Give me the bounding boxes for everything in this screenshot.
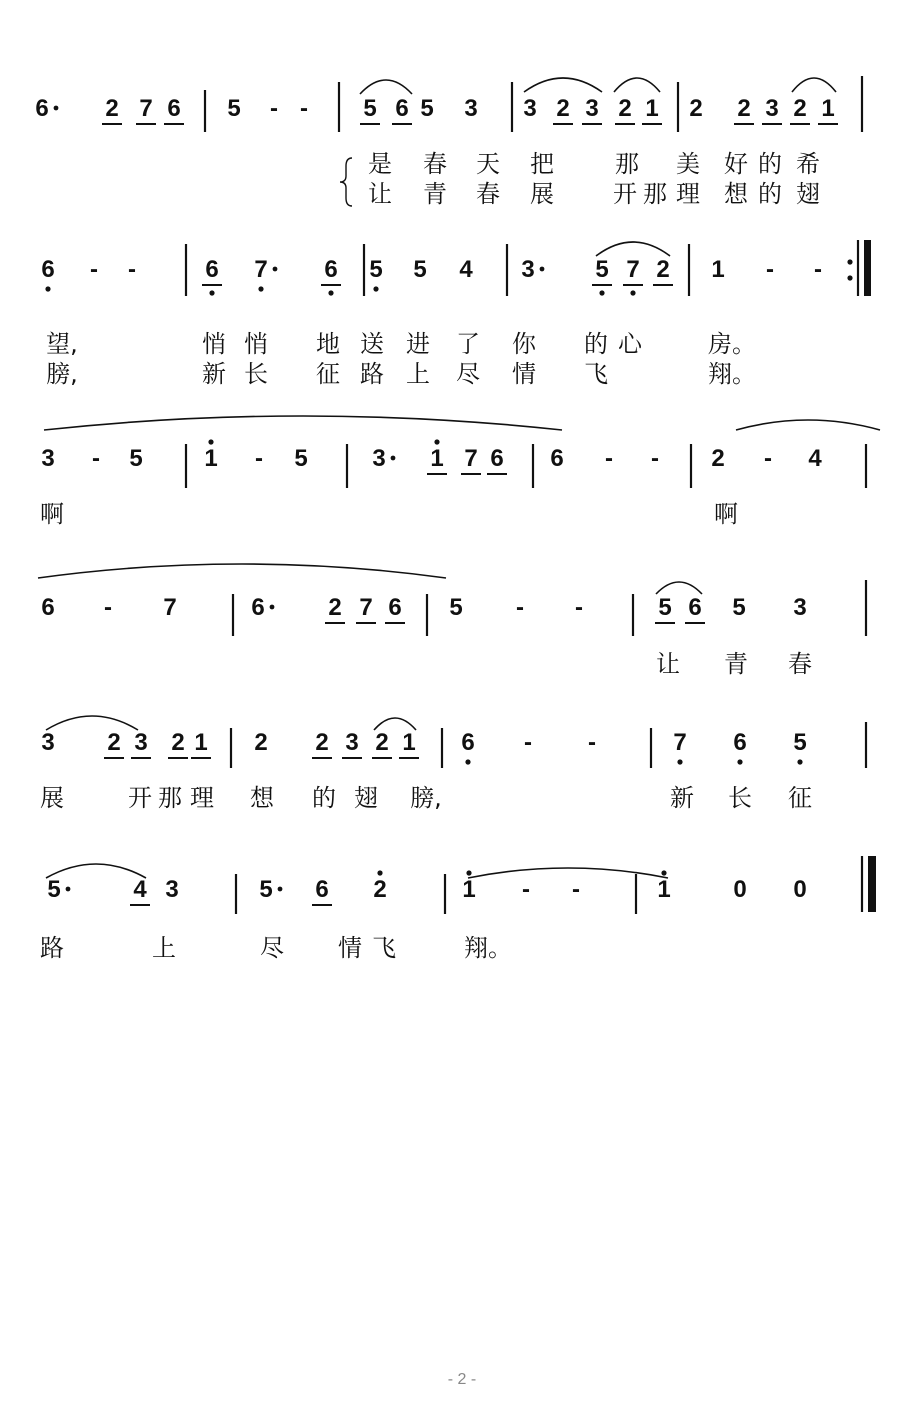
- note: 0: [733, 876, 747, 903]
- lyric-syllable: 的: [584, 330, 608, 358]
- lyric-syllable: 天: [476, 150, 500, 178]
- lyric-syllable: 悄: [202, 330, 226, 358]
- lyric-syllable: 展: [40, 784, 64, 812]
- note: 1: [430, 445, 444, 472]
- note: -: [605, 445, 613, 472]
- note: 2: [556, 95, 570, 122]
- lyric-syllable: 膀,: [410, 784, 442, 812]
- notation-text: [35, 95, 834, 1388]
- lyric-syllable: 飞: [372, 934, 396, 962]
- note: 5: [227, 95, 241, 122]
- note: -: [522, 876, 530, 903]
- slur: [44, 416, 562, 430]
- slur: [614, 78, 660, 92]
- note: 5: [369, 256, 383, 283]
- note: 2: [656, 256, 670, 283]
- slur: [736, 420, 880, 430]
- lyric-syllable: 那: [643, 180, 667, 208]
- note: 6: [41, 594, 55, 621]
- note: 2: [711, 445, 725, 472]
- lyric-syllable: 上: [406, 360, 430, 388]
- augmentation-dot: [54, 106, 59, 111]
- octave-dot-low: [599, 290, 604, 295]
- note: 6: [490, 445, 504, 472]
- lyric-syllable: 房。: [708, 330, 756, 358]
- octave-dot-high: [434, 439, 439, 444]
- octave-dot-low: [328, 290, 333, 295]
- note: 3: [464, 95, 478, 122]
- lyric-syllable: 理: [676, 180, 700, 208]
- note: -: [651, 445, 659, 472]
- octave-dot-low: [45, 286, 50, 291]
- note: 7: [626, 256, 640, 283]
- lyric-syllable: 美: [676, 150, 700, 178]
- lyric-syllable: 情: [512, 360, 536, 388]
- slur: [468, 868, 668, 878]
- note: 6: [205, 256, 219, 283]
- note: 1: [402, 729, 416, 756]
- lyric-syllable: 心: [618, 330, 642, 358]
- note: 0: [793, 876, 807, 903]
- note: -: [255, 445, 263, 472]
- lyric-syllable: 那: [615, 150, 639, 178]
- note: 3: [372, 445, 386, 472]
- final-bar-thick: [868, 856, 876, 912]
- slur: [792, 78, 836, 92]
- note: 6: [35, 95, 49, 122]
- verse-brace: [340, 158, 352, 206]
- octave-dot-high: [208, 439, 213, 444]
- note: 7: [464, 445, 478, 472]
- lyric-syllable: 让: [368, 180, 392, 208]
- note: -: [588, 729, 596, 756]
- slur: [596, 242, 670, 256]
- slur: [524, 78, 602, 92]
- note: 1: [204, 445, 218, 472]
- note: 2: [107, 729, 121, 756]
- note: 2: [689, 95, 703, 122]
- note: -: [766, 256, 774, 283]
- note: 1: [194, 729, 208, 756]
- octave-dot-high: [466, 870, 471, 875]
- note: -: [104, 594, 112, 621]
- note: 2: [618, 95, 632, 122]
- lyric-syllable: 开: [613, 180, 637, 208]
- note: 2: [737, 95, 751, 122]
- slur: [46, 716, 138, 730]
- lyric-syllable: 春: [423, 150, 447, 178]
- note: 2: [328, 594, 342, 621]
- slur: [46, 864, 146, 878]
- lyric-syllable: 翅: [796, 180, 820, 208]
- augmentation-dot: [273, 267, 278, 272]
- octave-dot-high: [661, 870, 666, 875]
- augmentation-dot: [270, 605, 275, 610]
- lyric-syllable: 了: [456, 330, 480, 358]
- lyric-syllable: 想: [250, 784, 274, 812]
- lyric-syllable: 翔。: [708, 360, 756, 388]
- note: -: [572, 876, 580, 903]
- lyric-syllable: 新: [670, 784, 694, 812]
- lyric-syllable: 的: [758, 180, 782, 208]
- lyric-syllable: 送: [360, 330, 384, 358]
- octave-dot-low: [677, 759, 682, 764]
- octave-dot-low: [630, 290, 635, 295]
- note: 1: [657, 876, 671, 903]
- lyric-syllable: 那: [158, 784, 182, 812]
- note: 7: [139, 95, 153, 122]
- augmentation-dot: [278, 887, 283, 892]
- note: 7: [163, 594, 177, 621]
- note: 5: [47, 876, 61, 903]
- note: 2: [793, 95, 807, 122]
- lyric-syllable: 征: [788, 784, 812, 812]
- lyric-syllable: 上: [152, 934, 176, 962]
- lyric-syllable: 路: [40, 934, 64, 962]
- note: 3: [585, 95, 599, 122]
- lyric-syllable: 悄: [244, 330, 268, 358]
- note: 4: [459, 256, 473, 283]
- note: 3: [523, 95, 537, 122]
- note: 5: [595, 256, 609, 283]
- octave-dot-low: [797, 759, 802, 764]
- lyric-syllable: 长: [244, 360, 268, 388]
- lyric-syllable: 希: [796, 150, 820, 178]
- note: -: [764, 445, 772, 472]
- octave-dot-low: [209, 290, 214, 295]
- slur: [360, 80, 412, 94]
- lyric-syllable: 尽: [456, 360, 480, 388]
- augmentation-dot: [66, 887, 71, 892]
- lyric-syllable: 让: [656, 650, 680, 678]
- note: 7: [359, 594, 373, 621]
- note: 5: [363, 95, 377, 122]
- note: 1: [711, 256, 725, 283]
- note: 3: [41, 729, 55, 756]
- note: 4: [133, 876, 147, 903]
- note: 6: [315, 876, 329, 903]
- note: 2: [315, 729, 329, 756]
- augmentation-dot: [540, 267, 545, 272]
- note: -: [128, 256, 136, 283]
- note: 6: [395, 95, 409, 122]
- note: 5: [793, 729, 807, 756]
- note: 6: [733, 729, 747, 756]
- note: -: [575, 594, 583, 621]
- lyric-syllable: 想: [724, 180, 748, 208]
- note: 6: [388, 594, 402, 621]
- note: 6: [688, 594, 702, 621]
- lyric-syllable: 路: [360, 360, 384, 388]
- lyric-syllable: 长: [728, 784, 752, 812]
- note: -: [516, 594, 524, 621]
- repeat-dot: [847, 275, 852, 280]
- lyric-syllable: 开: [128, 784, 152, 812]
- lyric-syllable: 你: [512, 330, 536, 358]
- lyric-syllable: 尽: [260, 934, 284, 962]
- note: 5: [732, 594, 746, 621]
- note: 6: [167, 95, 181, 122]
- lyric-syllable: 的: [758, 150, 782, 178]
- note: 6: [41, 256, 55, 283]
- lyric-syllable: 情: [338, 934, 362, 962]
- lyric-syllable: 好: [724, 150, 748, 178]
- note: 3: [521, 256, 535, 283]
- note: 3: [793, 594, 807, 621]
- note: 5: [413, 256, 427, 283]
- note: 2: [171, 729, 185, 756]
- note: -: [92, 445, 100, 472]
- octave-dot-low: [465, 759, 470, 764]
- note: 3: [165, 876, 179, 903]
- note: 5: [449, 594, 463, 621]
- note: 3: [765, 95, 779, 122]
- note: 6: [324, 256, 338, 283]
- note: 3: [41, 445, 55, 472]
- lyric-syllable: 春: [476, 180, 500, 208]
- note: 5: [259, 876, 273, 903]
- note: 3: [345, 729, 359, 756]
- note: 2: [375, 729, 389, 756]
- repeat-bar-thick: [864, 240, 871, 296]
- lyric-syllable: 征: [316, 360, 340, 388]
- lyric-syllable: 翔。: [464, 934, 512, 962]
- note: 2: [105, 95, 119, 122]
- note: 3: [134, 729, 148, 756]
- slur: [656, 582, 702, 594]
- lyric-syllable: 膀,: [46, 360, 78, 388]
- note: 1: [462, 876, 476, 903]
- note: 1: [645, 95, 659, 122]
- lyric-syllable: 的: [312, 784, 336, 812]
- octave-dot-low: [737, 759, 742, 764]
- note: 5: [294, 445, 308, 472]
- note: 2: [373, 876, 387, 903]
- note: -: [524, 729, 532, 756]
- lyric-syllable: 青: [724, 650, 748, 678]
- lyric-syllable: 春: [788, 650, 812, 678]
- note: -: [814, 256, 822, 283]
- augmentation-dot: [391, 456, 396, 461]
- note: 4: [808, 445, 822, 472]
- note: -: [270, 95, 278, 122]
- lyric-syllable: 展: [530, 180, 554, 208]
- note: -: [300, 95, 308, 122]
- lyric-syllable: 望,: [46, 330, 78, 358]
- lyric-syllable: 新: [202, 360, 226, 388]
- note: 5: [420, 95, 434, 122]
- lyric-syllable: 啊: [40, 500, 64, 528]
- lyric-syllable: 进: [406, 330, 430, 358]
- repeat-dot: [847, 259, 852, 264]
- note: 2: [254, 729, 268, 756]
- lyric-syllable: 把: [530, 150, 554, 178]
- lyric-syllable: 飞: [584, 360, 608, 388]
- lyric-syllable: 理: [190, 784, 214, 812]
- lyric-syllable: 翅: [354, 784, 378, 812]
- octave-dot-low: [258, 286, 263, 291]
- note: 6: [461, 729, 475, 756]
- note: 1: [821, 95, 835, 122]
- lyric-syllable: 青: [423, 180, 447, 208]
- lyric-syllable: 啊: [714, 500, 738, 528]
- lyric-syllable: 是: [368, 150, 392, 178]
- note: 6: [550, 445, 564, 472]
- octave-dot-high: [377, 870, 382, 875]
- octave-dot-low: [373, 286, 378, 291]
- note: 6: [251, 594, 265, 621]
- slur: [38, 564, 446, 578]
- note: -: [90, 256, 98, 283]
- note: 5: [658, 594, 672, 621]
- lyric-syllable: 地: [316, 330, 340, 358]
- page-number: - 2 -: [447, 1371, 477, 1388]
- note: 7: [254, 256, 268, 283]
- note: 5: [129, 445, 143, 472]
- note: 7: [673, 729, 687, 756]
